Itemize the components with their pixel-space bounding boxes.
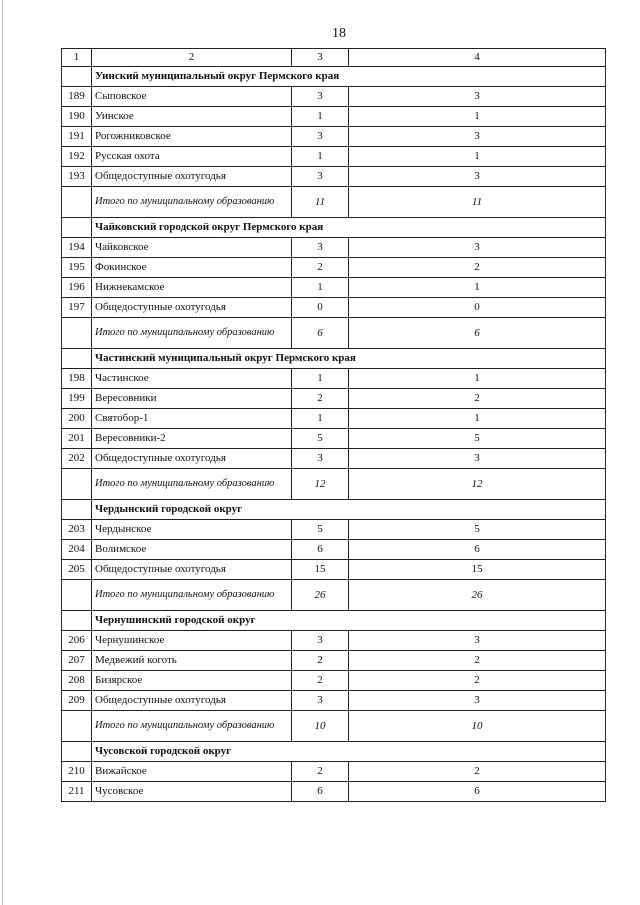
value-col3: 3: [292, 449, 349, 469]
row-number: 189: [62, 87, 92, 107]
value-col3: 3: [292, 631, 349, 651]
row-number: 193: [62, 167, 92, 187]
value-col4: 3: [349, 691, 606, 711]
total-label: Итого по муниципальному образованию: [92, 711, 292, 742]
hunting-ground-name: Общедоступные охотугодья: [92, 167, 292, 187]
table-row: [62, 449, 606, 469]
hunting-ground-name: Медвежий коготь: [92, 651, 292, 671]
section-title: Чусовской городской округ: [92, 742, 606, 762]
total-row: [62, 469, 606, 500]
value-col4: 2: [349, 671, 606, 691]
section-title: Уинский муниципальный округ Пермского края: [92, 67, 606, 87]
hunting-ground-name: Чусовское: [92, 782, 292, 802]
row-number-cell: [62, 349, 92, 369]
row-number-cell: [62, 67, 92, 87]
table-row: [62, 167, 606, 187]
table-row: [62, 409, 606, 429]
hunting-ground-name: Фокинское: [92, 258, 292, 278]
table-row: [62, 147, 606, 167]
hunting-ground-name: Вересовники: [92, 389, 292, 409]
table-row: [62, 278, 606, 298]
hunting-ground-name: Общедоступные охотугодья: [92, 298, 292, 318]
total-value-col4: 10: [349, 711, 606, 742]
value-col3: 2: [292, 762, 349, 782]
total-value-col3: 10: [292, 711, 349, 742]
section-header-row: [62, 742, 606, 762]
value-col4: 3: [349, 127, 606, 147]
hunting-ground-name: Уинское: [92, 107, 292, 127]
value-col3: 2: [292, 258, 349, 278]
total-label: Итого по муниципальному образованию: [92, 580, 292, 611]
hunting-ground-name: Чернушинское: [92, 631, 292, 651]
row-number-cell: [62, 500, 92, 520]
hunting-ground-name: Чайковское: [92, 238, 292, 258]
value-col4: 1: [349, 409, 606, 429]
value-col3: 3: [292, 167, 349, 187]
row-number: 192: [62, 147, 92, 167]
page-edge-line: [2, 0, 3, 905]
value-col3: 5: [292, 520, 349, 540]
section-header-row: [62, 611, 606, 631]
table-row: [62, 238, 606, 258]
row-number: 191: [62, 127, 92, 147]
value-col4: 1: [349, 278, 606, 298]
table-row: [62, 671, 606, 691]
value-col3: 3: [292, 238, 349, 258]
value-col4: 3: [349, 238, 606, 258]
row-number: 190: [62, 107, 92, 127]
row-number: 198: [62, 369, 92, 389]
value-col3: 1: [292, 409, 349, 429]
hunting-ground-name: Святобор-1: [92, 409, 292, 429]
row-number: 197: [62, 298, 92, 318]
value-col4: 2: [349, 762, 606, 782]
hunting-ground-name: Рогожниковское: [92, 127, 292, 147]
table-row: [62, 107, 606, 127]
row-number: 196: [62, 278, 92, 298]
value-col4: 3: [349, 449, 606, 469]
value-col4: 3: [349, 87, 606, 107]
value-col3: 15: [292, 560, 349, 580]
hunting-ground-name: Чердынское: [92, 520, 292, 540]
table-row: [62, 127, 606, 147]
row-number: 202: [62, 449, 92, 469]
row-number: 200: [62, 409, 92, 429]
row-number: 194: [62, 238, 92, 258]
total-row: [62, 711, 606, 742]
hunting-ground-name: Общедоступные охотугодья: [92, 691, 292, 711]
total-value-col4: 11: [349, 187, 606, 218]
row-number: 203: [62, 520, 92, 540]
value-col3: 0: [292, 298, 349, 318]
hunting-ground-name: Бизярское: [92, 671, 292, 691]
table-row: [62, 691, 606, 711]
section-header-row: [62, 67, 606, 87]
value-col4: 0: [349, 298, 606, 318]
row-number: 201: [62, 429, 92, 449]
hunting-ground-name: Общедоступные охотугодья: [92, 560, 292, 580]
value-col3: 2: [292, 671, 349, 691]
header-cell-3: 3: [292, 49, 349, 67]
section-title: Частинский муниципальный округ Пермского края: [92, 349, 606, 369]
hunting-grounds-table: [61, 48, 606, 802]
table-row: [62, 651, 606, 671]
value-col3: 2: [292, 389, 349, 409]
value-col3: 1: [292, 147, 349, 167]
value-col4: 15: [349, 560, 606, 580]
row-number-cell: [62, 711, 92, 742]
page-number: 18: [332, 26, 346, 41]
total-value-col4: 12: [349, 469, 606, 500]
row-number: 195: [62, 258, 92, 278]
table-row: [62, 429, 606, 449]
value-col3: 1: [292, 369, 349, 389]
hunting-ground-name: Волимское: [92, 540, 292, 560]
value-col4: 6: [349, 540, 606, 560]
section-title: Чердынский городской округ: [92, 500, 606, 520]
table-row: [62, 631, 606, 651]
value-col3: 2: [292, 651, 349, 671]
row-number-cell: [62, 469, 92, 500]
hunting-ground-name: Сыповское: [92, 87, 292, 107]
section-header-row: [62, 500, 606, 520]
table-body: [62, 49, 606, 802]
hunting-ground-name: Вересовники-2: [92, 429, 292, 449]
table-row: [62, 782, 606, 802]
row-number-cell: [62, 742, 92, 762]
value-col4: 1: [349, 369, 606, 389]
value-col4: 5: [349, 429, 606, 449]
value-col3: 5: [292, 429, 349, 449]
row-number-cell: [62, 218, 92, 238]
row-number: 199: [62, 389, 92, 409]
total-label: Итого по муниципальному образованию: [92, 187, 292, 218]
value-col4: 6: [349, 782, 606, 802]
value-col4: 2: [349, 651, 606, 671]
row-number-cell: [62, 611, 92, 631]
total-value-col3: 11: [292, 187, 349, 218]
value-col3: 3: [292, 691, 349, 711]
header-cell-2: 2: [92, 49, 292, 67]
table-row: [62, 560, 606, 580]
row-number: 206: [62, 631, 92, 651]
header-cell-4: 4: [349, 49, 606, 67]
table-row: [62, 369, 606, 389]
total-value-col3: 12: [292, 469, 349, 500]
total-row: [62, 318, 606, 349]
value-col4: 3: [349, 167, 606, 187]
value-col4: 5: [349, 520, 606, 540]
total-value-col3: 26: [292, 580, 349, 611]
table-row: [62, 298, 606, 318]
table-row: [62, 87, 606, 107]
total-row: [62, 580, 606, 611]
value-col4: 3: [349, 631, 606, 651]
value-col3: 3: [292, 87, 349, 107]
row-number-cell: [62, 187, 92, 218]
value-col4: 1: [349, 107, 606, 127]
row-number: 204: [62, 540, 92, 560]
section-header-row: [62, 349, 606, 369]
hunting-ground-name: Русская охота: [92, 147, 292, 167]
row-number: 207: [62, 651, 92, 671]
table-row: [62, 540, 606, 560]
value-col3: 6: [292, 540, 349, 560]
hunting-ground-name: Общедоступные охотугодья: [92, 449, 292, 469]
value-col4: 2: [349, 389, 606, 409]
value-col3: 3: [292, 127, 349, 147]
row-number: 208: [62, 671, 92, 691]
section-title: Чернушинский городской округ: [92, 611, 606, 631]
row-number: 210: [62, 762, 92, 782]
value-col3: 1: [292, 107, 349, 127]
section-header-row: [62, 218, 606, 238]
header-cell-1: 1: [62, 49, 92, 67]
table-row: [62, 389, 606, 409]
value-col4: 2: [349, 258, 606, 278]
total-row: [62, 187, 606, 218]
table-row: [62, 258, 606, 278]
hunting-ground-name: Вижайское: [92, 762, 292, 782]
table-row: [62, 762, 606, 782]
total-label: Итого по муниципальному образованию: [92, 469, 292, 500]
hunting-ground-name: Нижнекамское: [92, 278, 292, 298]
table-row: [62, 520, 606, 540]
value-col4: 1: [349, 147, 606, 167]
total-label: Итого по муниципальному образованию: [92, 318, 292, 349]
row-number: 211: [62, 782, 92, 802]
table-header-row: [62, 49, 606, 67]
row-number-cell: [62, 318, 92, 349]
row-number-cell: [62, 580, 92, 611]
value-col3: 6: [292, 782, 349, 802]
row-number: 209: [62, 691, 92, 711]
total-value-col3: 6: [292, 318, 349, 349]
total-value-col4: 6: [349, 318, 606, 349]
value-col3: 1: [292, 278, 349, 298]
total-value-col4: 26: [349, 580, 606, 611]
section-title: Чайковский городской округ Пермского края: [92, 218, 606, 238]
hunting-ground-name: Частинское: [92, 369, 292, 389]
row-number: 205: [62, 560, 92, 580]
